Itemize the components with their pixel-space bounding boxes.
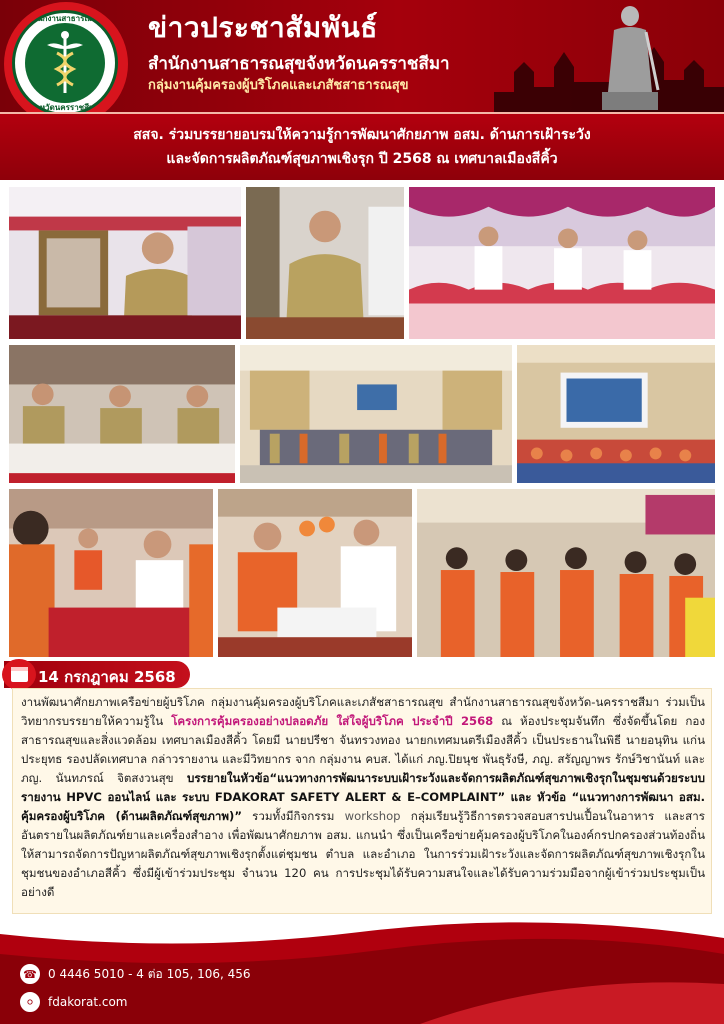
- article-paragraph: [21, 693, 705, 902]
- logo-text-top: สำนักงานสาธารณสุข: [27, 14, 103, 23]
- workshop-label: workshop: [344, 809, 401, 823]
- body-intro: งานพัฒนาศักยภาพเครือข่ายผู้บริโภค กลุ่มงานคุ้มครองผู้บริโภคและเภสัชสาธารณสุข สำนักงานสาธารณสุขจังหวัด-นครราชสีมา ร่วมเป็นวิทยากรบรรยายให้ความรู้ใน: [21, 695, 705, 728]
- photo-group-hall: [239, 344, 513, 484]
- headline-line-1: สสจ. ร่วมบรรยายอบรมให้ความรู้การพัฒนาศักยภาพ อสม. ด้านการเฝ้าระวัง: [133, 127, 591, 143]
- photo-workshop-table-2: [217, 488, 413, 658]
- website-row: [20, 992, 128, 1012]
- website-link[interactable]: fdakorat.com: [48, 995, 128, 1009]
- lecture-topics: บรรยายในหัวข้อ“แนวทางการพัฒนาระบบเฝ้าระวังและจัดการผลิตภัณฑ์สุขภาพเชิงรุกในชุมชนด้วยระบบรายงาน HPVC ออนไลน์ และ ระบบ FDAKORAT SAFETY ALERT & E–COMPLAINT” และ หัวข้อ “แนวทางการพัฒนา อสม. คุ้มครองผู้บริโภค (ด้านผลิตภัณฑ์สุขภาพ)”: [21, 771, 705, 823]
- photo-workshop-group: [416, 488, 716, 658]
- logo-text-bottom: จังหวัดนครราชสีมา: [31, 103, 99, 112]
- globe-icon: ⚪: [20, 992, 40, 1012]
- photo-workshop-table-1: [8, 488, 214, 658]
- photo-officers-table: [8, 344, 236, 484]
- department-name: กลุ่มงานคุ้มครองผู้บริโภคและเภสัชสาธารณสุข: [148, 78, 409, 93]
- phone-row: [20, 964, 251, 984]
- caduceus-icon: [25, 23, 105, 103]
- event-date: 14 กรกฎาคม 2568: [38, 668, 176, 686]
- photo-projector-hall: [516, 344, 716, 484]
- photo-speakers-stage: [408, 186, 716, 340]
- body-conclusion: กลุ่มเรียนรู้วิธีการตรวจสอบสารปนเปื้อนในอาหาร และสารอันตรายในผลิตภัณฑ์ยาและเครื่องสำอาง เพื่อพัฒนาศักยภาพ อสม. แกนนำ ซึ่งเป็นเครือข่ายคุ้มครองผู้บริโภคในองค์กรปกครองส่วนท้องถิ่นให้สามารถจัดการปัญหาผลิตภัณฑ์สุขภาพเชิงรุกตั้งแต่ชุมชน ตำบล และอำเภอ ในการร่วมเฝ้าระวังและจัดการผลิตภัณฑ์สุขภาพเชิงรุกในชุมชนของอำเภอสีคิ้ว ซึ่งมีผู้เข้าร่วมประชุม จำนวน 120 คน การประชุมได้รับความสนใจและได้รับความร่วมมือจากผู้เข้าร่วมประชุมเป็นอย่างดี: [21, 809, 705, 899]
- phone-number[interactable]: 0 4446 5010 - 4 ต่อ 105, 106, 456: [48, 966, 251, 981]
- calendar-icon: [11, 667, 28, 682]
- header-banner: [0, 0, 724, 112]
- logo-emblem: [12, 10, 118, 112]
- headline-banner: [0, 112, 724, 180]
- project-name: โครงการคุ้มครองอย่างปลอดภัย ใส่ใจผู้บริโภค ประจำปี 2568: [171, 714, 494, 728]
- article-body: [12, 688, 712, 914]
- headline-line-2: และจัดการผลิตภัณฑ์สุขภาพเชิงรุก ปี 2568 ณ เทศบาลเมืองสีคิ้ว: [166, 151, 558, 167]
- photo-speaker-podium: [8, 186, 242, 340]
- body-venue: ณ ห้องประชุมจันทึก ซึ่งจัดขึ้นโดย กองสาธารณสุขและสิ่งแวดล้อม เทศบาลเมืองสีคิ้ว โดยมี นายปรีชา จันทรวงทอง นายกเทศมนตรีเมืองสีคิ้ว เป็นประธานในพิธี นายอนุทิน แก่นประยุทธ รองปลัดเทศบาล กล่าวรายงาน และมีวิทยากร จาก กลุ่มงาน คบส. ได้แก่ ภญ.ปิยนุช พันธุรังษี, ภญ. สรัญญาพร รักษ์วิชานันท์ และ ภญ. นันทภรณ์ จิตสงวนสุข: [21, 714, 705, 785]
- organization-name: สำนักงานสาธารณสุขจังหวัดนครราชสีมา: [148, 54, 450, 74]
- page-title: ข่าวประชาสัมพันธ์: [148, 11, 378, 44]
- photo-officer-standing: [245, 186, 405, 340]
- body-activity: รวมทั้งมีกิจกรรม: [241, 809, 345, 823]
- date-badge: [4, 661, 190, 688]
- phone-icon: ☎: [20, 964, 40, 984]
- footer: [0, 914, 724, 1024]
- monument-icon: [596, 2, 664, 110]
